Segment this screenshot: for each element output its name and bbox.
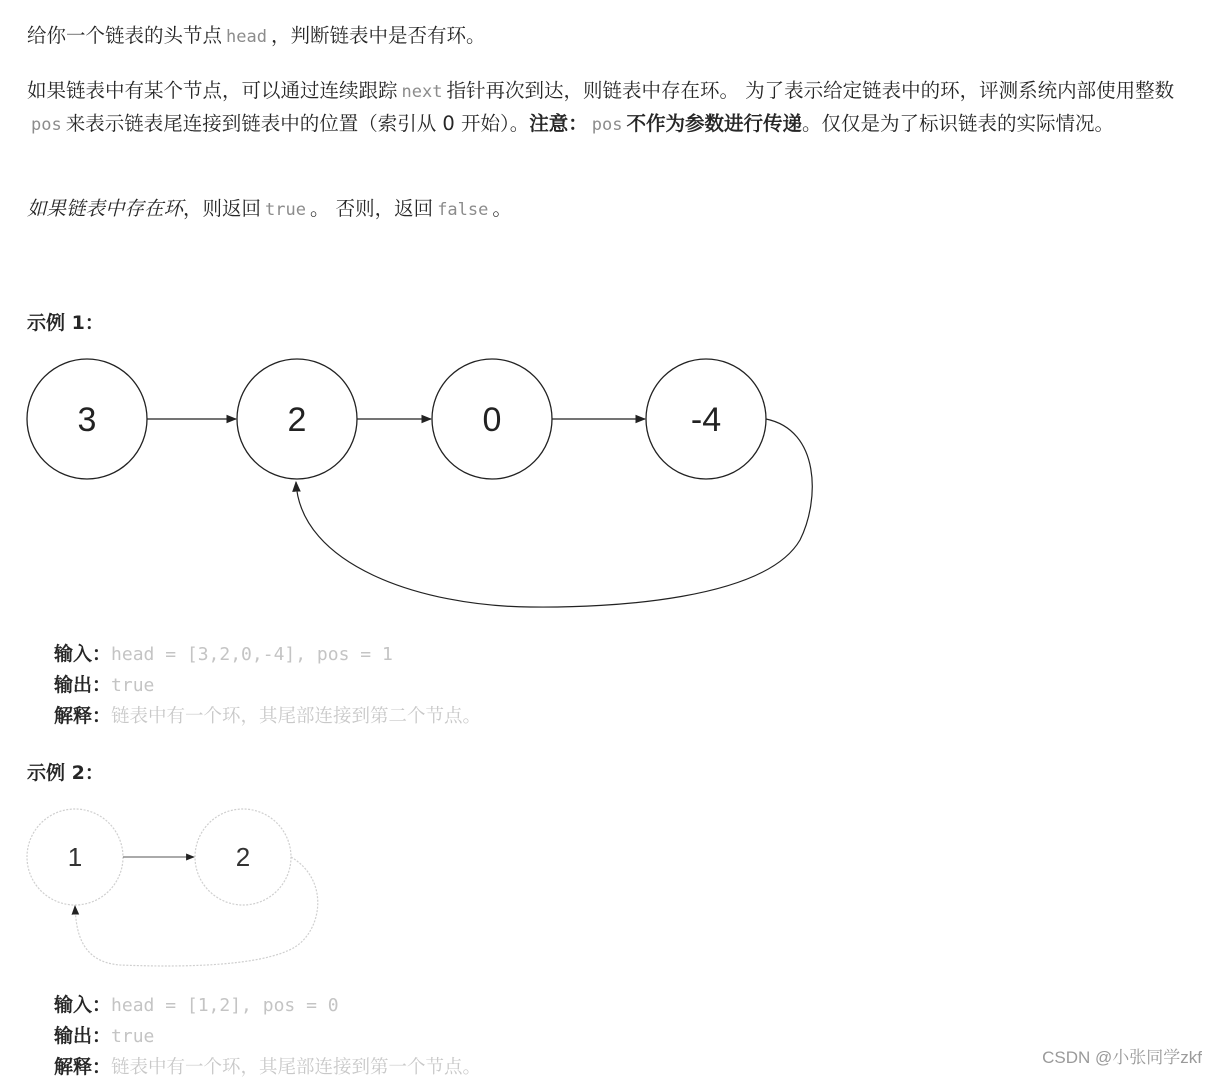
example-1-output <box>54 670 954 701</box>
code-pos-2: pos <box>591 115 623 135</box>
note-label: 注意： <box>529 112 588 135</box>
node-4-label: -4 <box>690 401 722 439</box>
code-true: true <box>265 200 306 220</box>
desc-text-3: 来表示链表尾连接到链表中的位置（索引从 0 开始）。 <box>65 112 530 135</box>
code-head: head <box>226 27 267 47</box>
input-label: 输入： <box>54 994 112 1016</box>
explain-label: 解释： <box>54 705 112 727</box>
explain-value: 链表中有一个环，其尾部连接到第二个节点。 <box>111 706 482 727</box>
example-2-explain <box>54 1052 954 1083</box>
code-false: false <box>437 200 489 220</box>
problem-description <box>27 75 1212 141</box>
node-3-label: 0 <box>482 401 502 439</box>
node-2-label: 2 <box>287 401 307 439</box>
example-2-title: 示例 2： <box>27 762 104 784</box>
example-1-title: 示例 1： <box>27 312 104 334</box>
example-1-diagram <box>0 350 840 615</box>
return-text-1: ，则返回 <box>183 197 262 220</box>
desc-text-1: 如果链表中有某个节点，可以通过连续跟踪 <box>27 79 398 102</box>
node-1-label: 1 <box>67 842 83 872</box>
note-bold: 不作为参数进行传递 <box>626 112 803 135</box>
problem-return <box>27 193 1212 226</box>
code-pos: pos <box>31 115 62 135</box>
example-1-io <box>54 639 954 732</box>
example-2-diagram <box>0 800 360 975</box>
explain-value: 链表中有一个环，其尾部连接到第一个节点。 <box>111 1057 482 1078</box>
return-text-2: 。 否则，返回 <box>309 197 434 220</box>
code-next: next <box>401 82 443 102</box>
return-text-3: 。 <box>492 197 512 220</box>
input-value: head = [1,2], pos = 0 <box>111 995 339 1016</box>
node-2-label: 2 <box>235 842 251 872</box>
example-2-io <box>54 990 954 1083</box>
intro-text-end: ，判断链表中是否有环。 <box>270 24 486 47</box>
input-value: head = [3,2,0,-4], pos = 1 <box>111 644 393 665</box>
explain-label: 解释： <box>54 1056 112 1078</box>
return-condition: 如果链表中存在环 <box>27 197 184 220</box>
example-1-explain <box>54 701 954 732</box>
problem-intro <box>27 20 1212 53</box>
desc-text-2: 指针再次到达，则链表中存在环。 为了表示给定链表中的环，评测系统内部使用整数 <box>446 79 1175 102</box>
output-value: true <box>111 675 155 696</box>
intro-text: 给你一个链表的头节点 <box>27 24 223 47</box>
desc-text-4: 。仅仅是为了标识链表的实际情况。 <box>802 112 1115 135</box>
output-label: 输出： <box>54 1025 112 1047</box>
example-1-input <box>54 639 954 670</box>
example-2-output <box>54 1021 954 1052</box>
input-label: 输入： <box>54 643 112 665</box>
output-value: true <box>111 1026 155 1047</box>
example-2-input <box>54 990 954 1021</box>
watermark: CSDN @小张同学zkf <box>1042 1048 1202 1067</box>
node-1-label: 3 <box>77 401 97 439</box>
output-label: 输出： <box>54 674 112 696</box>
